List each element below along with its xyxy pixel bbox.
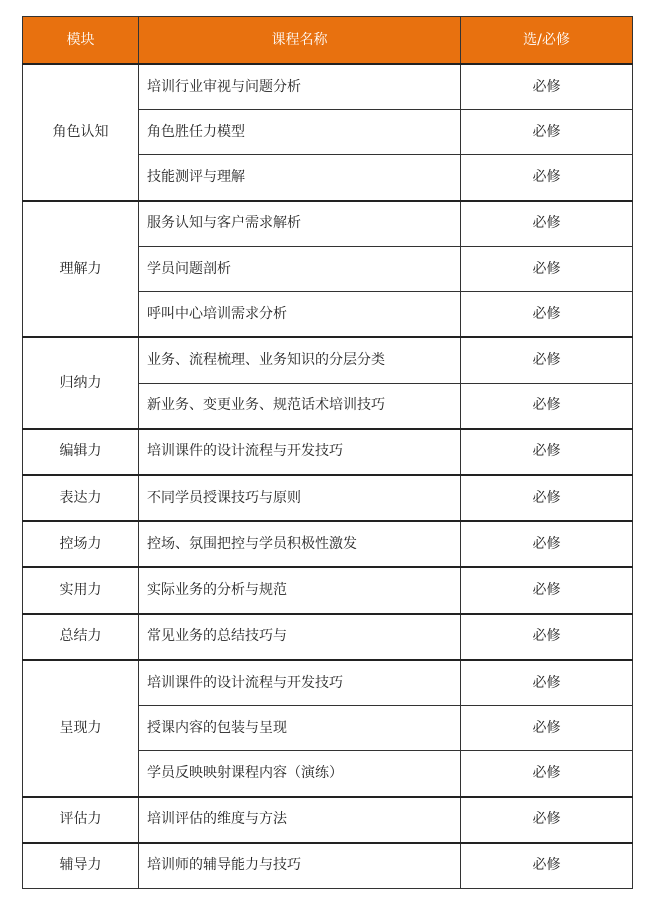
table-row <box>23 337 633 383</box>
course-name-cell: 不同学员授课技巧与原则 <box>139 475 461 521</box>
table-row <box>23 201 633 247</box>
course-name-cell: 角色胜任力模型 <box>139 110 461 155</box>
requirement-cell: 必修 <box>461 246 633 291</box>
module-cell: 编辑力 <box>23 429 139 475</box>
course-name-cell: 培训课件的设计流程与开发技巧 <box>139 429 461 475</box>
course-name-cell: 培训课件的设计流程与开发技巧 <box>139 660 461 706</box>
requirement-cell: 必修 <box>461 64 633 110</box>
table-row <box>23 797 633 843</box>
module-cell: 角色认知 <box>23 64 139 201</box>
course-name-cell: 常见业务的总结技巧与 <box>139 614 461 660</box>
table-row <box>23 64 633 110</box>
requirement-cell: 必修 <box>461 292 633 338</box>
requirement-cell: 必修 <box>461 201 633 247</box>
table-row <box>23 521 633 567</box>
course-name-cell: 培训行业审视与问题分析 <box>139 64 461 110</box>
course-name-cell: 授课内容的包装与呈现 <box>139 706 461 751</box>
module-cell: 表达力 <box>23 475 139 521</box>
table-row <box>23 660 633 706</box>
course-name-cell: 学员问题剖析 <box>139 246 461 291</box>
table-row <box>23 567 633 613</box>
module-cell: 总结力 <box>23 614 139 660</box>
course-name-cell: 学员反映映射课程内容（演练） <box>139 751 461 797</box>
module-cell: 实用力 <box>23 567 139 613</box>
requirement-cell: 必修 <box>461 614 633 660</box>
course-name-cell: 业务、流程梳理、业务知识的分层分类 <box>139 337 461 383</box>
requirement-cell: 必修 <box>461 110 633 155</box>
course-name-cell: 新业务、变更业务、规范话术培训技巧 <box>139 383 461 429</box>
header-course: 课程名称 <box>139 17 461 65</box>
requirement-cell: 必修 <box>461 843 633 889</box>
module-cell: 控场力 <box>23 521 139 567</box>
requirement-cell: 必修 <box>461 567 633 613</box>
requirement-cell: 必修 <box>461 429 633 475</box>
requirement-cell: 必修 <box>461 383 633 429</box>
course-name-cell: 培训评估的维度与方法 <box>139 797 461 843</box>
module-cell: 辅导力 <box>23 843 139 889</box>
header-row <box>23 17 633 65</box>
header-module: 模块 <box>23 17 139 65</box>
requirement-cell: 必修 <box>461 337 633 383</box>
module-cell: 评估力 <box>23 797 139 843</box>
table-row <box>23 429 633 475</box>
course-name-cell: 呼叫中心培训需求分析 <box>139 292 461 338</box>
requirement-cell: 必修 <box>461 751 633 797</box>
course-name-cell: 控场、氛围把控与学员积极性激发 <box>139 521 461 567</box>
course-name-cell: 培训师的辅导能力与技巧 <box>139 843 461 889</box>
module-cell: 呈现力 <box>23 660 139 797</box>
course-name-cell: 服务认知与客户需求解析 <box>139 201 461 247</box>
course-name-cell: 技能测评与理解 <box>139 155 461 201</box>
table-row <box>23 475 633 521</box>
requirement-cell: 必修 <box>461 155 633 201</box>
course-name-cell: 实际业务的分析与规范 <box>139 567 461 613</box>
header-type: 选/必修 <box>461 17 633 65</box>
module-cell: 理解力 <box>23 201 139 338</box>
requirement-cell: 必修 <box>461 475 633 521</box>
requirement-cell: 必修 <box>461 706 633 751</box>
requirement-cell: 必修 <box>461 521 633 567</box>
table-body <box>23 64 633 889</box>
requirement-cell: 必修 <box>461 660 633 706</box>
table-row <box>23 843 633 889</box>
module-cell: 归纳力 <box>23 337 139 428</box>
requirement-cell: 必修 <box>461 797 633 843</box>
table-header <box>23 17 633 65</box>
course-table <box>22 16 633 889</box>
table-row <box>23 614 633 660</box>
